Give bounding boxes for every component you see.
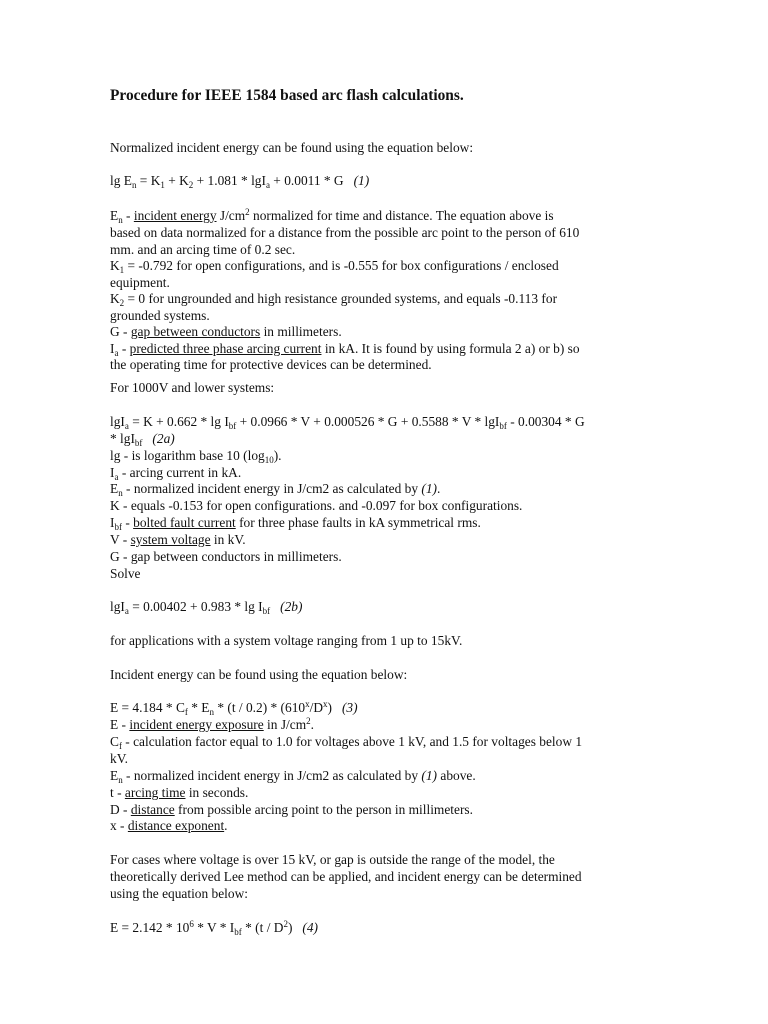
incident-energy-intro: Incident energy can be found using the equation below: <box>110 667 408 682</box>
equation-1: $\lg E_n = K_1 + K_2 + 1.081 * \lg I_a + 0.0011 * G$ (1) <box>110 173 370 190</box>
cf-definition-line2: kV. <box>110 751 128 766</box>
lee-method-line2: theoretically derived Lee method can be applied, and incident energy can be determined <box>110 869 582 884</box>
arcing-time-link[interactable]: arcing time <box>124 785 186 800</box>
solve-text: Solve <box>110 566 141 581</box>
system-voltage-link[interactable]: system voltage <box>130 532 211 547</box>
g-definition: G - gap between conductors in millimeters. <box>110 324 342 339</box>
en-definition: $E_n$ - incident energy $J/cm^2$ normalized for time and distance. The equation above is <box>110 207 554 225</box>
en-definition-3: $E_n$ - normalized incident energy in J/cm2 as calculated by (1) above. <box>110 768 476 785</box>
arcing-current-link[interactable]: predicted three phase arcing current <box>129 341 322 356</box>
equation-1-ref: (1) <box>353 173 370 188</box>
distance-link[interactable]: distance <box>130 802 175 817</box>
equation-3: $E = 4.184 * C_f * E_n * (t / 0.2) * (610^x/D^x)$ (3) <box>110 699 358 717</box>
k-definition: K - equals -0.153 for open configurations. and -0.097 for box configurations. <box>110 498 523 513</box>
k1-definition: $K_1 = -0.792$ for open configurations, and is -0.555 for box configurations / enclosed <box>110 258 559 275</box>
gap-between-conductors-link[interactable]: gap between conductors <box>130 324 261 339</box>
en-definition-2: $E_n$ - normalized incident energy in J/cm2 as calculated by (1). <box>110 481 441 498</box>
incident-energy-link[interactable]: incident energy <box>133 208 217 223</box>
ia-definition: $I_a$ - predicted three phase arcing current in kA. It is found by using formula 2 a) or b) so <box>110 341 580 358</box>
e-definition: E - incident energy exposure in $J/cm^2$. <box>110 716 314 732</box>
equation-4: $E = 2.142 * 10^6 * V * I_{bf} * (t / D^2)$ (4) <box>110 919 319 937</box>
k2-definition: $K_2 = 0$ for ungrounded and high resistance grounded systems, and equals -0.113 for <box>110 291 558 308</box>
document-title: Procedure for IEEE 1584 based arc flash calculations. <box>110 87 464 104</box>
d-definition: D - distance from possible arcing point to the person in millimeters. <box>110 802 473 817</box>
equation-2b-ref: (2b) <box>280 599 303 614</box>
equation-2a-line2: * lgI$_{bf}$ (2a) <box>110 431 175 448</box>
t-definition: t - arcing time in seconds. <box>110 785 249 800</box>
ia-definition-line2: the operating time for protective devices can be determined. <box>110 357 432 372</box>
bolted-fault-current-link[interactable]: bolted fault current <box>133 515 236 530</box>
equation-2b: $\lg I_a = 0.00402 + 0.983 * \lg I_{bf}$ (2b) <box>110 599 303 616</box>
intro-text: Normalized incident energy can be found using the equation below: <box>110 140 474 155</box>
k2-definition-line2: grounded systems. <box>110 308 210 323</box>
equation-3-ref: (3) <box>341 700 358 715</box>
incident-energy-exposure-link[interactable]: incident energy exposure <box>129 717 264 732</box>
cf-definition: $C_f$ - calculation factor equal to 1.0 for voltages above 1 kV, and 1.5 for voltages below 1 <box>110 734 583 751</box>
en-definition-line2: based on data normalized for a distance from the possible arc point to the person of 610 <box>110 225 580 240</box>
ibf-definition: $I_{bf}$ - bolted fault current for three phase faults in kA symmetrical rms. <box>110 515 481 532</box>
ia-definition-2: $I_a$ - arcing current in kA. <box>110 465 242 482</box>
lg-definition: lg - is logarithm base 10 $(\log_{10})$. <box>110 448 282 465</box>
low-voltage-heading: For 1000V and lower systems: <box>110 380 275 395</box>
applications-text: for applications with a system voltage ranging from 1 up to 15kV. <box>110 633 463 648</box>
v-definition: V - system voltage in kV. <box>110 532 246 547</box>
lee-method-line3: using the equation below: <box>110 886 248 901</box>
x-definition: x - distance exponent. <box>110 818 228 833</box>
distance-exponent-link[interactable]: distance exponent <box>127 818 225 833</box>
equation-2a-ref: (2a) <box>152 431 175 446</box>
en-definition-line3: mm. and an arcing time of 0.2 sec. <box>110 242 296 257</box>
equation-2a: $\lg I_a = K + 0.662 * \lg I_{bf} + 0.0966 * V + 0.000526 * G + 0.5588 * V * \lg I_{bf} - 0.00304 * G$ <box>110 414 585 431</box>
k1-definition-line2: equipment. <box>110 275 170 290</box>
g-definition-2: G - gap between conductors in millimeters. <box>110 549 342 564</box>
equation-4-ref: (4) <box>302 920 319 935</box>
lee-method-line1: For cases where voltage is over 15 kV, or gap is outside the range of the model, the <box>110 852 555 867</box>
